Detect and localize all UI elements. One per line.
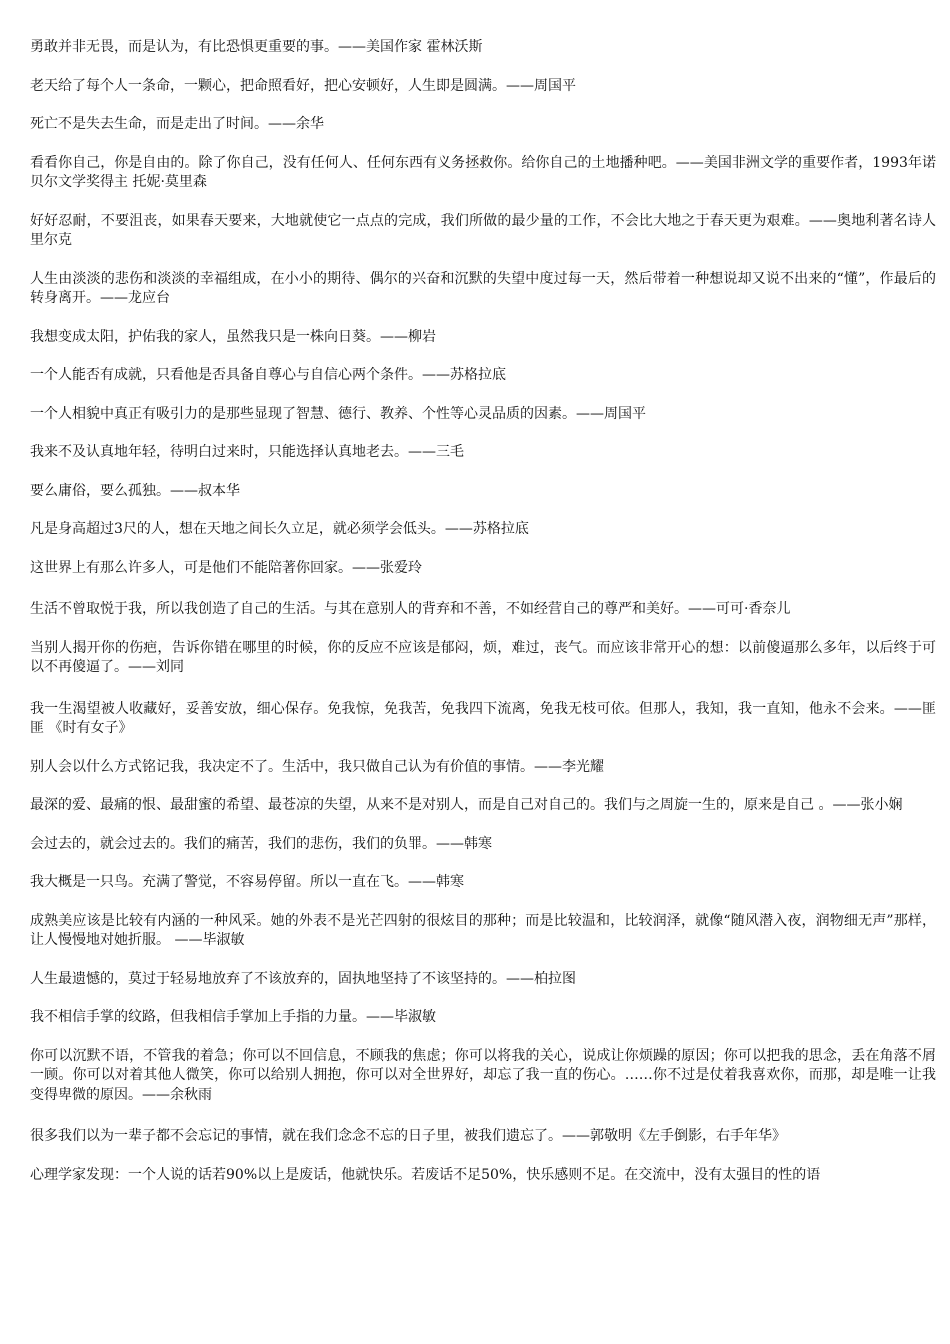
quote-paragraph: 成熟美应该是比较有内涵的一种风采。她的外表不是光芒四射的很炫目的那种；而是比较温和，比较润泽，就像“随风潜入夜，润物细无声”那样，让人慢慢地对她折服。 ——毕淑敏 [30,912,936,948]
quote-paragraph: 我来不及认真地年轻，待明白过来时，只能选择认真地老去。——三毛 [30,444,464,460]
quote-paragraph: 当别人揭开你的伤疤，告诉你错在哪里的时候，你的反应不应该是郁闷，烦，难过，丧气。而应该非常开心的想：以前傻逼那么多年，以后终于可以不再傻逼了。——刘同 [30,639,936,675]
quote-paragraph: 勇敢并非无畏，而是认为，有比恐惧更重要的事。——美国作家 霍林沃斯 [30,39,483,55]
quote-paragraph: 我想变成太阳，护佑我的家人，虽然我只是一株向日葵。——柳岩 [30,328,436,345]
document-page [30,38,936,1185]
quote-paragraph: 看看你自己，你是自由的。除了你自己，没有任何人、任何东西有义务拯救你。给你自己的土地播种吧。——美国非洲文学的重要作者，1993年诺贝尔文学奖得主 托妮·莫里森 [30,154,936,190]
quote-paragraph: 死亡不是失去生命，而是走出了时间。——余华 [30,116,324,132]
quote-paragraph: 老天给了每个人一条命，一颗心，把命照看好，把心安顿好，人生即是圆满。——周国平 [30,77,576,94]
quote-paragraph: 别人会以什么方式铭记我，我决定不了。生活中，我只做自己认为有价值的事情。——李光耀 [30,758,604,775]
quote-paragraph: 这世界上有那么许多人，可是他们不能陪著你回家。——张爱玲 [30,559,422,576]
quote-paragraph: 心理学家发现：一个人说的话若90%以上是废话，他就快乐。若废话不足50%，快乐感则不足。在交流中，没有太强目的性的语 [30,1166,821,1183]
quote-paragraph: 人生由淡淡的悲伤和淡淡的幸福组成，在小小的期待、偶尔的兴奋和沉默的失望中度过每一天，然后带着一种想说却又说不出来的“懂”，作最后的转身离开。——龙应台 [30,270,936,306]
quote-paragraph: 我不相信手掌的纹路，但我相信手掌加上手指的力量。——毕淑敏 [30,1009,436,1025]
quote-paragraph: 一个人能否有成就，只看他是否具备自尊心与自信心两个条件。——苏格拉底 [30,367,506,383]
quote-paragraph: 我大概是一只鸟。充满了警觉，不容易停留。所以一直在飞。——韩寒 [30,874,464,890]
quote-paragraph: 要么庸俗，要么孤独。——叔本华 [30,482,240,499]
quote-paragraph: 生活不曾取悦于我，所以我创造了自己的生活。与其在意别人的背弃和不善，不如经营自己的尊严和美好。——可可·香奈儿 [30,601,791,617]
quote-paragraph: 最深的爱、最痛的恨、最甜蜜的希望、最苍凉的失望，从来不是对别人，而是自己对自己的。我们与之周旋一生的，原来是自己 。——张小娴 [30,797,903,813]
quote-paragraph: 一个人相貌中真正有吸引力的是那些显现了智慧、德行、教养、个性等心灵品质的因素。——周国平 [30,405,646,422]
quote-paragraph: 凡是身高超过3尺的人，想在天地之间长久立足，就必须学会低头。——苏格拉底 [30,521,529,537]
quote-paragraph: 我一生渴望被人收藏好，妥善安放，细心保存。免我惊，免我苦，免我四下流离，免我无枝可依。但那人，我知，我一直知，他永不会来。——匪匪 《时有女子》 [30,700,936,736]
quote-paragraph: 很多我们以为一辈子都不会忘记的事情，就在我们念念不忘的日子里，被我们遗忘了。——郭敬明《左手倒影，右手年华》 [30,1128,786,1144]
quote-paragraph: 会过去的，就会过去的。我们的痛苦，我们的悲伤，我们的负罪。——韩寒 [30,835,492,852]
quote-paragraph: 人生最遗憾的，莫过于轻易地放弃了不该放弃的，固执地坚持了不该坚持的。——柏拉图 [30,970,576,987]
quote-paragraph: 好好忍耐，不要沮丧，如果春天要来，大地就使它一点点的完成，我们所做的最少量的工作，不会比大地之于春天更为艰难。——奥地利著名诗人 里尔克 [30,212,936,248]
quote-paragraph: 你可以沉默不语，不管我的着急；你可以不回信息，不顾我的焦虑；你可以将我的关心，说成让你烦躁的原因；你可以把我的思念，丢在角落不屑一顾。你可以对着其他人微笑，你可以给别人拥抱，你可以对全世界好，却忘了我一直的伤心。……你不过是仗着我喜欢你，而那，却是唯一让我变得卑微的原因。——余秋雨 [30,1047,936,1103]
